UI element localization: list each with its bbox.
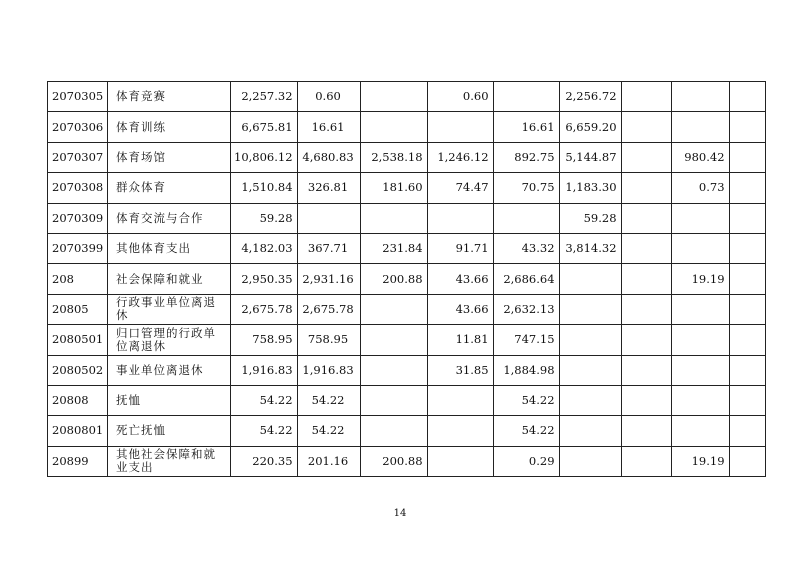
value-cell [671,416,729,446]
row-name: 体育竞赛 [108,82,231,112]
value-cell [621,446,671,476]
value-cell [621,142,671,172]
value-cell [729,446,765,476]
value-cell: 200.88 [360,264,427,294]
value-cell [559,325,621,355]
budget-table [47,81,766,477]
value-cell: 10,806.12 [231,142,298,172]
value-cell: 181.60 [360,173,427,203]
value-cell: 1,916.83 [297,355,360,385]
value-cell [621,112,671,142]
table-row [48,264,766,294]
value-cell: 231.84 [360,233,427,263]
row-code: 20808 [48,385,108,415]
value-cell [729,416,765,446]
value-cell [729,233,765,263]
value-cell [360,385,427,415]
value-cell: 91.71 [427,233,493,263]
row-code: 2070399 [48,233,108,263]
value-cell: 5,144.87 [559,142,621,172]
value-cell [671,233,729,263]
value-cell: 16.61 [493,112,559,142]
value-cell: 1,884.98 [493,355,559,385]
value-cell: 1,183.30 [559,173,621,203]
value-cell: 2,257.32 [231,82,298,112]
value-cell: 758.95 [231,325,298,355]
value-cell: 74.47 [427,173,493,203]
value-cell [729,82,765,112]
value-cell: 54.22 [493,416,559,446]
value-cell: 6,659.20 [559,112,621,142]
row-code: 2070307 [48,142,108,172]
value-cell [671,203,729,233]
value-cell: 4,680.83 [297,142,360,172]
row-code: 20805 [48,294,108,324]
value-cell [559,446,621,476]
value-cell [360,325,427,355]
table-row [48,385,766,415]
value-cell: 16.61 [297,112,360,142]
value-cell: 6,675.81 [231,112,298,142]
value-cell: 892.75 [493,142,559,172]
row-name: 体育训练 [108,112,231,142]
table-row [48,294,766,324]
row-name: 行政事业单位离退休 [108,294,231,324]
value-cell [360,416,427,446]
value-cell: 59.28 [559,203,621,233]
value-cell: 19.19 [671,264,729,294]
value-cell [621,325,671,355]
table-row [48,142,766,172]
value-cell: 201.16 [297,446,360,476]
value-cell: 3,814.32 [559,233,621,263]
value-cell [297,203,360,233]
row-name: 死亡抚恤 [108,416,231,446]
value-cell [621,385,671,415]
value-cell [621,416,671,446]
value-cell [360,203,427,233]
value-cell: 2,686.64 [493,264,559,294]
value-cell: 54.22 [297,385,360,415]
table-row [48,416,766,446]
value-cell [671,355,729,385]
value-cell [671,112,729,142]
table-row [48,446,766,476]
table-row [48,325,766,355]
value-cell: 2,950.35 [231,264,298,294]
table-row [48,82,766,112]
value-cell: 54.22 [231,385,298,415]
row-name: 体育交流与合作 [108,203,231,233]
value-cell: 43.66 [427,294,493,324]
value-cell: 367.71 [297,233,360,263]
value-cell [427,416,493,446]
value-cell [427,112,493,142]
value-cell [621,173,671,203]
table-row [48,233,766,263]
value-cell [559,264,621,294]
row-code: 208 [48,264,108,294]
value-cell: 54.22 [493,385,559,415]
value-cell [729,264,765,294]
row-name: 体育场馆 [108,142,231,172]
value-cell: 31.85 [427,355,493,385]
value-cell: 70.75 [493,173,559,203]
value-cell [360,82,427,112]
value-cell: 54.22 [297,416,360,446]
value-cell [360,294,427,324]
value-cell: 19.19 [671,446,729,476]
value-cell: 326.81 [297,173,360,203]
value-cell: 1,246.12 [427,142,493,172]
value-cell [621,203,671,233]
value-cell: 2,256.72 [559,82,621,112]
table-row [48,203,766,233]
row-name: 抚恤 [108,385,231,415]
value-cell [729,203,765,233]
value-cell: 220.35 [231,446,298,476]
row-code: 20899 [48,446,108,476]
table-row [48,355,766,385]
row-code: 2070308 [48,173,108,203]
value-cell [559,355,621,385]
row-name: 事业单位离退休 [108,355,231,385]
value-cell [621,264,671,294]
value-cell [621,233,671,263]
value-cell: 0.29 [493,446,559,476]
row-name: 社会保障和就业 [108,264,231,294]
value-cell [729,325,765,355]
value-cell [729,294,765,324]
value-cell [671,82,729,112]
value-cell [729,112,765,142]
value-cell [559,294,621,324]
value-cell: 4,182.03 [231,233,298,263]
row-code: 2070309 [48,203,108,233]
table-row [48,173,766,203]
value-cell [621,355,671,385]
value-cell: 758.95 [297,325,360,355]
row-name: 群众体育 [108,173,231,203]
value-cell: 747.15 [493,325,559,355]
value-cell: 43.66 [427,264,493,294]
value-cell: 0.60 [427,82,493,112]
value-cell [671,294,729,324]
value-cell [427,385,493,415]
value-cell [427,446,493,476]
value-cell [729,385,765,415]
value-cell [493,203,559,233]
value-cell [427,203,493,233]
value-cell [671,385,729,415]
value-cell: 2,675.78 [231,294,298,324]
value-cell [360,112,427,142]
value-cell [729,355,765,385]
value-cell [621,82,671,112]
value-cell [729,142,765,172]
value-cell: 1,916.83 [231,355,298,385]
table-row [48,112,766,142]
page-number: 14 [393,508,407,519]
value-cell [671,325,729,355]
value-cell: 2,538.18 [360,142,427,172]
row-code: 2070305 [48,82,108,112]
value-cell [360,355,427,385]
value-cell: 2,931.16 [297,264,360,294]
value-cell [559,385,621,415]
row-name: 归口管理的行政单位离退休 [108,325,231,355]
value-cell [559,416,621,446]
value-cell [729,173,765,203]
value-cell: 0.73 [671,173,729,203]
value-cell: 54.22 [231,416,298,446]
value-cell: 59.28 [231,203,298,233]
value-cell: 1,510.84 [231,173,298,203]
value-cell: 2,632.13 [493,294,559,324]
row-code: 2080502 [48,355,108,385]
row-name: 其他社会保障和就业支出 [108,446,231,476]
row-code: 2080801 [48,416,108,446]
row-code: 2080501 [48,325,108,355]
value-cell: 200.88 [360,446,427,476]
value-cell: 0.60 [297,82,360,112]
value-cell: 980.42 [671,142,729,172]
value-cell: 2,675.78 [297,294,360,324]
row-name: 其他体育支出 [108,233,231,263]
value-cell [493,82,559,112]
value-cell: 11.81 [427,325,493,355]
row-code: 2070306 [48,112,108,142]
value-cell: 43.32 [493,233,559,263]
value-cell [621,294,671,324]
